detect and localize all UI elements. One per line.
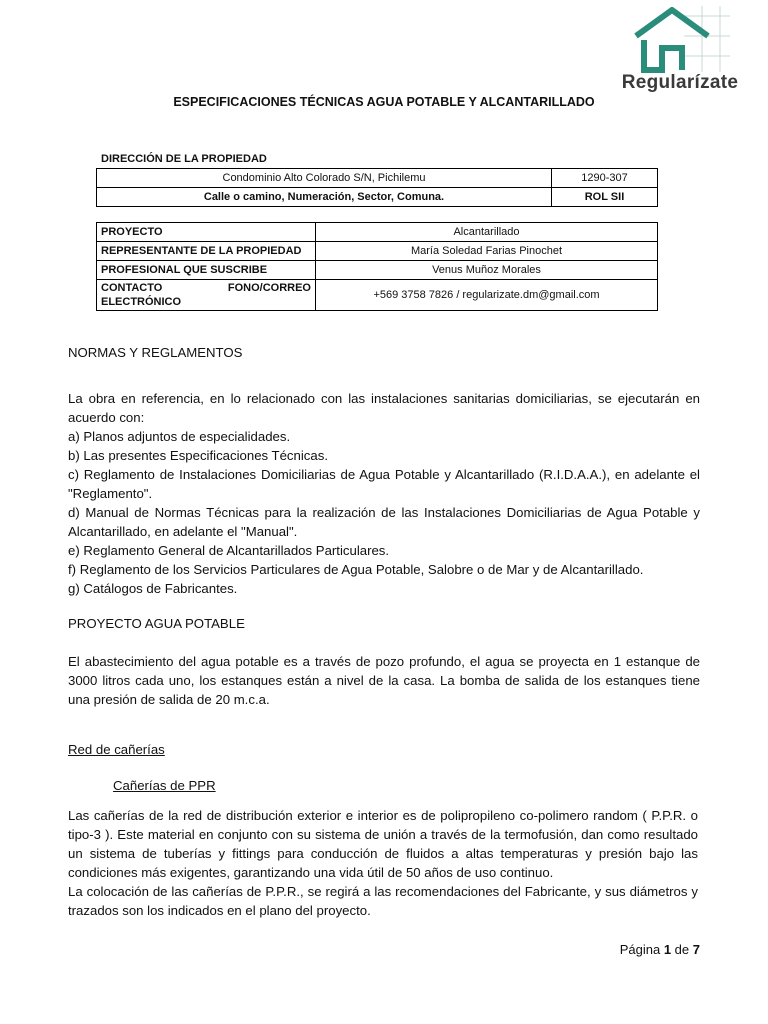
house-logo-icon <box>632 6 732 74</box>
document-title: ESPECIFICACIONES TÉCNICAS AGUA POTABLE Y ALCANTARILLADO <box>173 95 595 109</box>
electronic-label: ELECTRÓNICO <box>101 296 182 308</box>
agua-text: El abastecimiento del agua potable es a través de pozo profundo, el agua se proyecta en 1 estanque de 3000 litros cada uno, los estanques están a nivel de la casa. La bomba de salida de los estanques tiene una presión de salida de 20 m.c.a. <box>68 654 700 707</box>
contact-value: +569 3758 7826 / regularizate.dm@gmail.com <box>316 280 658 311</box>
ppr-text <box>68 806 698 920</box>
normas-heading: NORMAS Y REGLAMENTOS <box>68 345 243 360</box>
contact-label: CONTACTO <box>101 282 163 294</box>
rol-caption: ROL SII <box>552 188 658 207</box>
brand-name: Regularízate <box>621 72 739 93</box>
ppr-heading: Cañerías de PPR <box>113 778 216 793</box>
current-page: 1 <box>663 942 672 957</box>
info-value: Venus Muñoz Morales <box>316 261 658 280</box>
of-word: de <box>674 942 690 957</box>
agua-heading: PROYECTO AGUA POTABLE <box>68 616 245 631</box>
total-pages: 7 <box>692 942 700 957</box>
property-address: Condominio Alto Colorado S/N, Pichilemu <box>97 169 552 188</box>
info-label: PROFESIONAL QUE SUSCRIBE <box>97 261 316 280</box>
page-word: Página <box>619 942 661 957</box>
info-value: María Soledad Farias Pinochet <box>316 242 658 261</box>
normas-intro: La obra en referencia, en lo relacionado con las instalaciones sanitarias domiciliarias, se ejecutarán en acuerdo con: <box>68 391 700 425</box>
rol-value: 1290-307 <box>552 169 658 188</box>
ppr-paragraph: Las cañerías de la red de distribución exterior e interior es de polipropileno co-polimero random ( P.P.R. o tipo-3 ). Este material en conjunto con su sistema de unión a través de la termofusión, dan como resultado un sistema de tuberías y fittings para conducción de fluidos a altas temperaturas y presión bajo las condiciones más exigentes, garantizando una vida útil de 50 años de uso continuo. <box>68 808 698 880</box>
info-value: Alcantarillado <box>316 223 658 242</box>
phone-email-label: FONO/CORREO <box>227 282 311 294</box>
list-item: c) Reglamento de Instalaciones Domiciliarias de Agua Potable y Alcantarillado (R.I.D.A.A.), en adelante el "Reglamento". <box>68 467 700 501</box>
list-item: f) Reglamento de los Servicios Particulares de Agua Potable, Salobre o de Mar y de Alcantarillado. <box>68 562 644 577</box>
list-item: b) Las presentes Especificaciones Técnicas. <box>68 448 328 463</box>
list-item: d) Manual de Normas Técnicas para la realización de las Instalaciones Domiciliarias de Agua Potable y Alcantarillado, en adelante el "Manual". <box>68 505 700 539</box>
info-label: REPRESENTANTE DE LA PROPIEDAD <box>97 242 316 261</box>
red-heading: Red de cañerías <box>68 742 165 757</box>
normas-list <box>68 427 700 598</box>
list-item: g) Catálogos de Fabricantes. <box>68 581 238 596</box>
page-number <box>620 942 700 957</box>
property-label: DIRECCIÓN DE LA PROPIEDAD <box>101 153 267 165</box>
address-caption: Calle o camino, Numeración, Sector, Comuna. <box>97 188 552 207</box>
info-table <box>96 222 658 311</box>
info-label: PROYECTO <box>97 223 316 242</box>
property-table <box>96 168 658 207</box>
ppr-paragraph: La colocación de las cañerías de P.P.R., se regirá a las recomendaciones del Fabricante, y sus diámetros y trazados son los indicados en el plano del proyecto. <box>68 884 698 918</box>
list-item: e) Reglamento General de Alcantarillados Particulares. <box>68 543 390 558</box>
info-label-contact <box>97 280 316 311</box>
list-item: a) Planos adjuntos de especialidades. <box>68 429 291 444</box>
